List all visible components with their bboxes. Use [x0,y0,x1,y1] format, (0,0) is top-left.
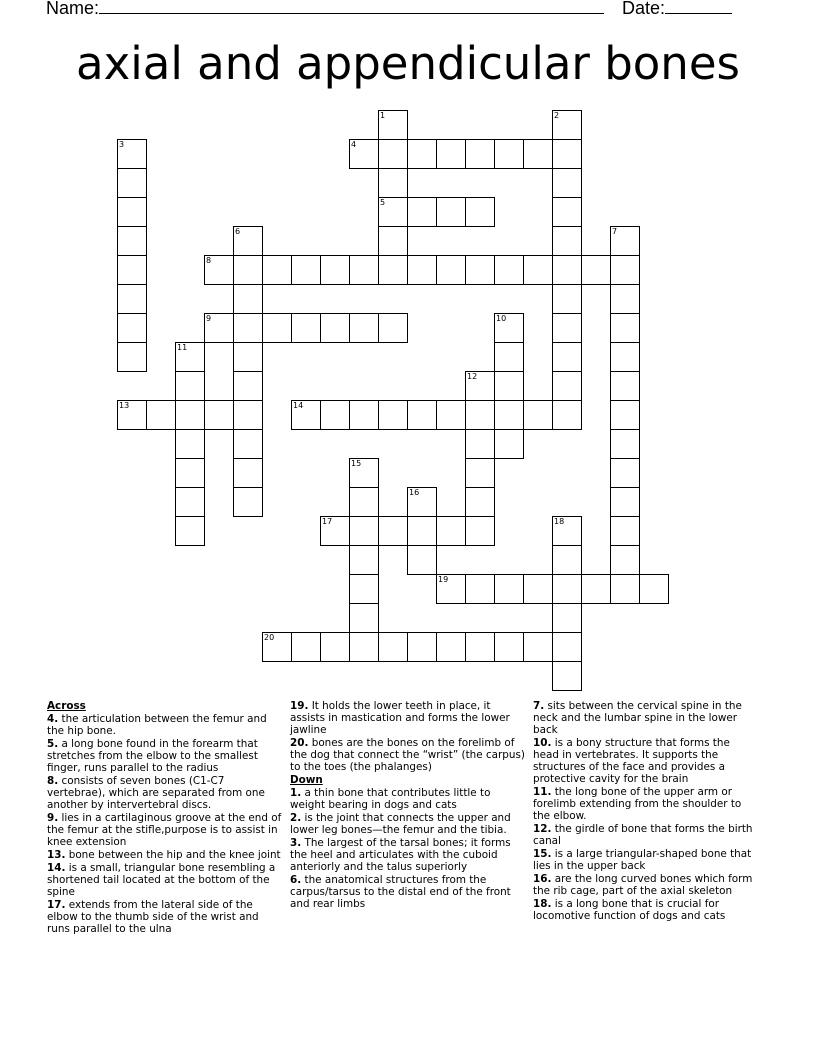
clues-column-3 [533,700,759,923]
grid-cell[interactable] [175,429,205,459]
grid-cell[interactable] [610,371,640,401]
cell-number: 12 [467,372,478,381]
grid-cell[interactable] [378,139,408,169]
grid-cell[interactable] [175,400,205,430]
grid-cell[interactable] [552,342,582,372]
grid-cell[interactable] [117,255,147,285]
grid-cell[interactable] [407,516,437,546]
grid-cell[interactable] [610,458,640,488]
clue-across-9: 9. lies in a cartilaginous groove at the end of the femur at the stifle,purpose is to assist in knee extension [47,812,282,848]
grid-cell[interactable] [494,574,524,604]
grid-cell[interactable] [436,255,466,285]
grid-cell[interactable] [407,255,437,285]
grid-cell[interactable] [610,342,640,372]
grid-cell[interactable] [117,313,147,343]
grid-cell[interactable] [610,429,640,459]
clue-down-3: 3. The largest of the tarsal bones; it forms the heel and articulates with the cuboid anteriorly and the talus superiorly [290,837,511,873]
grid-cell[interactable] [494,400,524,430]
grid-cell[interactable] [349,487,379,517]
grid-cell[interactable] [465,458,495,488]
grid-cell[interactable] [378,226,408,256]
grid-cell[interactable] [581,574,611,604]
name-label: Name: [46,0,100,18]
grid-cell[interactable] [523,255,553,285]
grid-cell[interactable] [465,632,495,662]
clue-down-16: 16. are the long curved bones which form the rib cage, part of the axial skeleton [533,873,753,897]
grid-cell[interactable] [552,371,582,401]
grid-cell[interactable] [610,487,640,517]
grid-cell[interactable] [175,371,205,401]
grid-cell[interactable] [117,197,147,227]
grid-cell[interactable] [494,313,524,343]
grid-cell[interactable] [291,632,321,662]
clue-down-15: 15. is a large triangular-shaped bone that lies in the upper back [533,848,752,872]
grid-cell[interactable] [378,313,408,343]
grid-cell[interactable] [465,371,495,401]
grid-cell[interactable] [233,458,263,488]
grid-cell[interactable] [378,255,408,285]
grid-cell[interactable] [552,661,582,691]
grid-cell[interactable] [494,429,524,459]
grid-cell[interactable] [523,400,553,430]
clue-down-2: 2. is the joint that connects the upper and lower leg bones—the femur and the tibia. [290,812,511,836]
clues-section [47,700,767,1040]
grid-cell[interactable] [552,545,582,575]
grid-cell[interactable] [494,632,524,662]
grid-cell[interactable] [175,342,205,372]
cell-number: 4 [351,140,357,149]
grid-cell[interactable] [610,400,640,430]
grid-cell[interactable] [175,487,205,517]
grid-cell[interactable] [610,284,640,314]
clues-column-1 [47,700,283,936]
grid-cell[interactable] [465,516,495,546]
grid-cell[interactable] [407,197,437,227]
cell-number: 9 [206,314,212,323]
grid-cell[interactable] [552,632,582,662]
grid-cell[interactable] [320,255,350,285]
grid-cell[interactable] [552,574,582,604]
across-heading: Across [47,700,86,712]
grid-cell[interactable] [407,632,437,662]
grid-cell[interactable] [291,313,321,343]
grid-cell[interactable] [204,313,234,343]
cell-number: 20 [264,633,275,642]
grid-cell[interactable] [552,255,582,285]
grid-cell[interactable] [610,255,640,285]
grid-cell[interactable] [349,400,379,430]
clue-across-4: 4. the articulation between the femur and the hip bone. [47,713,267,737]
grid-cell[interactable] [117,400,147,430]
grid-cell[interactable] [436,632,466,662]
grid-cell[interactable] [349,545,379,575]
grid-cell[interactable] [494,139,524,169]
grid-cell[interactable] [465,429,495,459]
grid-cell[interactable] [639,574,669,604]
clue-across-14: 14. is a small, triangular bone resembling a shortened tail located at the bottom of the spine [47,862,276,898]
grid-cell[interactable] [465,487,495,517]
grid-cell[interactable] [349,632,379,662]
grid-cell[interactable] [117,342,147,372]
grid-cell[interactable] [204,255,234,285]
grid-cell[interactable] [610,516,640,546]
grid-cell[interactable] [349,574,379,604]
cell-number: 11 [177,343,188,352]
grid-cell[interactable] [407,487,437,517]
clue-across-8: 8. consists of seven bones (C1-C7 vertebrae), which are separated from one another by intervertebral discs. [47,775,265,811]
grid-cell[interactable] [436,139,466,169]
grid-cell[interactable] [436,197,466,227]
grid-cell[interactable] [233,255,263,285]
grid-cell[interactable] [552,139,582,169]
clue-down-12: 12. the girdle of bone that forms the birth canal [533,823,753,847]
clues-column-2 [290,700,526,911]
grid-cell[interactable] [436,400,466,430]
grid-cell[interactable] [378,400,408,430]
grid-cell[interactable] [262,632,292,662]
grid-cell[interactable] [291,400,321,430]
cell-number: 15 [351,459,362,468]
cell-number: 18 [554,517,565,526]
cell-number: 3 [119,140,125,149]
cell-number: 1 [380,111,386,120]
cell-number: 5 [380,198,386,207]
grid-cell[interactable] [552,168,582,198]
grid-cell[interactable] [262,255,292,285]
grid-cell[interactable] [465,574,495,604]
grid-cell[interactable] [291,255,321,285]
clue-down-6: 6. the anatomical structures from the carpus/tarsus to the distal end of the front and rear limbs [290,874,511,910]
grid-cell[interactable] [349,255,379,285]
cell-number: 7 [612,227,618,236]
grid-cell[interactable] [320,516,350,546]
grid-cell[interactable] [378,197,408,227]
cell-number: 14 [293,401,304,410]
cell-number: 19 [438,575,449,584]
clue-down-18: 18. is a long bone that is crucial for locomotive function of dogs and cats [533,898,726,922]
grid-cell[interactable] [117,284,147,314]
grid-cell[interactable] [436,574,466,604]
clue-across-17: 17. extends from the lateral side of the elbow to the thumb side of the wrist and runs parallel to the ulna [47,899,259,935]
down-heading: Down [290,774,323,786]
cell-number: 2 [554,111,560,120]
grid-cell[interactable] [378,168,408,198]
grid-cell[interactable] [523,632,553,662]
grid-cell[interactable] [204,400,234,430]
grid-cell[interactable] [465,139,495,169]
grid-cell[interactable] [610,545,640,575]
grid-cell[interactable] [320,313,350,343]
grid-cell[interactable] [320,632,350,662]
grid-cell[interactable] [349,516,379,546]
grid-cell[interactable] [552,603,582,633]
clue-across-13: 13. bone between the hip and the knee joint [47,849,281,861]
grid-cell[interactable] [320,400,350,430]
grid-cell[interactable] [349,313,379,343]
grid-cell[interactable] [494,371,524,401]
grid-cell[interactable] [465,400,495,430]
grid-cell[interactable] [523,574,553,604]
clue-down-11: 11. the long bone of the upper arm or forelimb extending from the shoulder to the elbow. [533,786,742,822]
grid-cell[interactable] [552,313,582,343]
clue-down-1: 1. a thin bone that contributes little to weight bearing in dogs and cats [290,787,491,811]
grid-cell[interactable] [552,226,582,256]
grid-cell[interactable] [233,487,263,517]
clue-down-10: 10. is a bony structure that forms the head in vertebrates. It supports the structures of the face and provides a protective cavity for the brain [533,737,730,785]
grid-cell[interactable] [349,458,379,488]
grid-cell[interactable] [349,603,379,633]
clue-across-5: 5. a long bone found in the forearm that stretches from the elbow to the smallest finger, runs parallel to the radius [47,738,258,774]
grid-cell[interactable] [552,516,582,546]
grid-cell[interactable] [175,458,205,488]
clue-across-20: 20. bones are the bones on the forelimb of the dog that connect the “wrist” (the carpus) to the toes (the phalanges) [290,737,525,773]
grid-cell[interactable] [378,110,408,140]
grid-cell[interactable] [552,284,582,314]
grid-cell[interactable] [465,197,495,227]
grid-cell[interactable] [407,545,437,575]
grid-cell[interactable] [233,284,263,314]
grid-cell[interactable] [262,313,292,343]
grid-cell[interactable] [552,110,582,140]
grid-cell[interactable] [610,574,640,604]
cell-number: 16 [409,488,420,497]
cell-number: 13 [119,401,130,410]
grid-cell[interactable] [349,139,379,169]
grid-cell[interactable] [610,226,640,256]
cell-number: 6 [235,227,241,236]
grid-cell[interactable] [117,168,147,198]
grid-cell[interactable] [233,342,263,372]
grid-cell[interactable] [233,226,263,256]
grid-cell[interactable] [436,516,466,546]
grid-cell[interactable] [233,400,263,430]
grid-cell[interactable] [117,139,147,169]
grid-cell[interactable] [233,429,263,459]
cell-number: 10 [496,314,507,323]
cell-number: 17 [322,517,333,526]
grid-cell[interactable] [233,313,263,343]
grid-cell[interactable] [552,197,582,227]
grid-cell[interactable] [494,255,524,285]
grid-cell[interactable] [175,516,205,546]
clue-down-7: 7. sits between the cervical spine in the neck and the lumbar spine in the lower back [533,700,742,736]
grid-cell[interactable] [407,139,437,169]
grid-cell[interactable] [146,400,176,430]
grid-cell[interactable] [610,313,640,343]
grid-cell[interactable] [117,226,147,256]
page-title: axial and appendicular bones [76,37,740,90]
grid-cell[interactable] [465,255,495,285]
grid-cell[interactable] [378,516,408,546]
grid-cell[interactable] [233,371,263,401]
grid-cell[interactable] [378,632,408,662]
clue-across-19: 19. It holds the lower teeth in place, it assists in mastication and forms the lower jawline [290,700,510,736]
grid-cell[interactable] [552,400,582,430]
grid-cell[interactable] [523,139,553,169]
grid-cell[interactable] [407,400,437,430]
grid-cell[interactable] [581,255,611,285]
grid-cell[interactable] [494,342,524,372]
date-label: Date: [622,0,666,18]
cell-number: 8 [206,256,212,265]
